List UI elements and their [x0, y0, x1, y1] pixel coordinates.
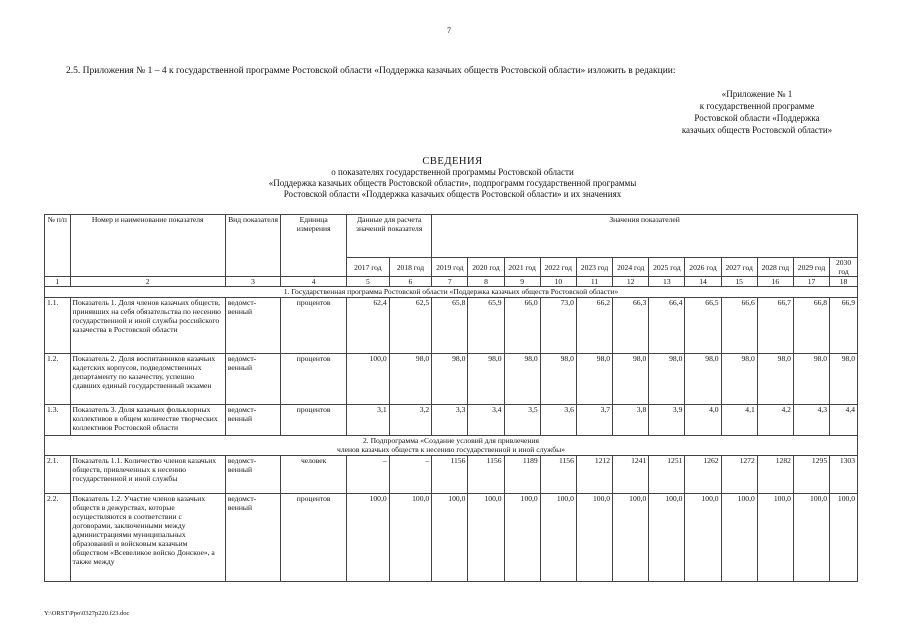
year-header: 2030 год	[830, 258, 858, 277]
column-number: 18	[830, 277, 858, 287]
indicator-value: 3,6	[540, 405, 576, 436]
indicator-value: –	[389, 456, 432, 494]
indicator-value: 100,0	[389, 494, 432, 582]
indicator-unit: процентов	[281, 494, 347, 582]
indicator-value: 66,0	[504, 298, 540, 354]
column-number: 6	[389, 277, 432, 287]
indicator-value: 66,9	[830, 298, 858, 354]
indicator-value: 98,0	[793, 354, 829, 405]
indicator-kind: ведомст-венный	[225, 494, 280, 582]
indicator-name: Показатель 1. Доля членов казачьих обществ, принявших на себя обязательства по несению государственной и иной службы российского казачества в Ростовской области	[70, 298, 225, 354]
indicator-value: 4,1	[721, 405, 757, 436]
indicator-name: Показатель 1.1. Количество членов казачьих обществ, привлеченных к несению государственной и иной службы	[70, 456, 225, 494]
year-header: 2025 год	[649, 258, 685, 277]
year-header: 2022 год	[540, 258, 576, 277]
section-1-title: 1. Государственная программа Ростовской области «Поддержка казачьих обществ Ростовской области»	[45, 287, 858, 298]
indicator-value: 98,0	[432, 354, 468, 405]
indicator-value: 66,3	[613, 298, 649, 354]
indicator-value: 62,5	[389, 298, 432, 354]
table-row	[45, 354, 858, 405]
indicator-value: 1303	[830, 456, 858, 494]
indicator-value: 3,9	[649, 405, 685, 436]
indicator-name: Показатель 3. Доля казачьих фольклорных коллективов в общем количестве творческих коллективов Ростовской области	[70, 405, 225, 436]
indicator-name: Показатель 1.2. Участие членов казачьих обществ в дежурствах, которые осуществляются в соответствии с договорами, заключенными между администрациями муниципальных образований и войсковым казачьим обществом «Всевеликое войско Донское», а также между	[70, 494, 225, 582]
year-header: 2027 год	[721, 258, 757, 277]
indicator-value: 66,2	[576, 298, 612, 354]
row-number: 2.2.	[45, 494, 71, 582]
indicator-value: 100,0	[649, 494, 685, 582]
row-number: 2.1.	[45, 456, 71, 494]
indicator-kind: ведомст-венный	[225, 298, 280, 354]
indicator-value: 1282	[757, 456, 793, 494]
column-number: 5	[347, 277, 390, 287]
indicator-kind: ведомст-венный	[225, 456, 280, 494]
header-name: Номер и наименование показателя	[70, 215, 225, 277]
file-path: Y:\ORST\Ppo\0327p220.f23.doc	[44, 610, 130, 617]
table-row	[45, 456, 858, 494]
year-header: 2028 год	[757, 258, 793, 277]
indicator-value: 65,9	[468, 298, 504, 354]
indicator-value: 98,0	[504, 354, 540, 405]
row-number: 1.2.	[45, 354, 71, 405]
indicator-value: 98,0	[613, 354, 649, 405]
indicator-value: 100,0	[830, 494, 858, 582]
indicator-value: 100,0	[468, 494, 504, 582]
indicator-value: 100,0	[613, 494, 649, 582]
year-header: 2017 год	[347, 258, 390, 277]
indicator-value: 3,4	[468, 405, 504, 436]
indicator-name: Показатель 2. Доля воспитанников казачьих кадетских корпусов, подведомственных департаменту по казачеству, успешно сдавших единый государственный экзамен	[70, 354, 225, 405]
column-number: 17	[793, 277, 829, 287]
year-header: 2026 год	[685, 258, 721, 277]
section-2-line: членов казачьих обществ к несению государственной и иной службы»	[337, 445, 565, 454]
column-number: 11	[576, 277, 612, 287]
year-header: 2019 год	[432, 258, 468, 277]
indicator-value: 1156	[432, 456, 468, 494]
indicator-kind: ведомст-венный	[225, 405, 280, 436]
year-header: 2029 год	[793, 258, 829, 277]
indicator-value: 3,5	[504, 405, 540, 436]
header-base: Данные для расчета значений показателя	[347, 215, 432, 258]
column-number: 15	[721, 277, 757, 287]
indicator-value: 73,0	[540, 298, 576, 354]
indicator-value: 98,0	[685, 354, 721, 405]
heading-line: Ростовской области «Поддержка казачьих обществ Ростовской области» и их значениях	[283, 189, 622, 199]
indicator-value: 98,0	[389, 354, 432, 405]
indicator-value: 98,0	[576, 354, 612, 405]
column-number: 14	[685, 277, 721, 287]
column-number: 8	[468, 277, 504, 287]
appendix-line: казачьих обществ Ростовской области»	[681, 125, 833, 135]
indicator-value: 100,0	[576, 494, 612, 582]
indicator-value: 100,0	[432, 494, 468, 582]
column-number: 10	[540, 277, 576, 287]
indicator-value: 1241	[613, 456, 649, 494]
heading-title: СВЕДЕНИЯ	[422, 156, 483, 167]
indicator-value: 1295	[793, 456, 829, 494]
indicator-value: 4,2	[757, 405, 793, 436]
indicator-value: 98,0	[721, 354, 757, 405]
indicator-unit: процентов	[281, 298, 347, 354]
indicator-value: 1262	[685, 456, 721, 494]
indicator-value: 1251	[649, 456, 685, 494]
column-number: 3	[225, 277, 280, 287]
year-header: 2020 год	[468, 258, 504, 277]
column-number: 13	[649, 277, 685, 287]
indicator-value: 4,0	[685, 405, 721, 436]
heading-line: о показателях государственной программы Ростовской области	[331, 167, 574, 177]
document-heading	[0, 156, 905, 200]
header-values: Значения показателей	[432, 215, 858, 258]
table-row	[45, 298, 858, 354]
row-number: 1.1.	[45, 298, 71, 354]
year-header: 2023 год	[576, 258, 612, 277]
header-num: № п/п	[45, 215, 71, 277]
indicator-value: 100,0	[540, 494, 576, 582]
indicator-value: 100,0	[347, 494, 390, 582]
appendix-block	[657, 88, 857, 136]
indicator-value: 100,0	[504, 494, 540, 582]
indicator-value: 98,0	[830, 354, 858, 405]
indicator-value: 4,3	[793, 405, 829, 436]
indicator-value: 98,0	[540, 354, 576, 405]
indicator-value: 98,0	[649, 354, 685, 405]
indicator-kind: ведомст-венный	[225, 354, 280, 405]
indicator-value: 100,0	[721, 494, 757, 582]
header-kind: Вид показателя	[225, 215, 280, 277]
column-number: 12	[613, 277, 649, 287]
indicator-value: 1272	[721, 456, 757, 494]
section-2-line: 2. Подпрограмма «Создание условий для привлечения	[362, 436, 540, 445]
year-header: 2018 год	[389, 258, 432, 277]
indicator-value: 1156	[468, 456, 504, 494]
indicator-value: 98,0	[468, 354, 504, 405]
indicators-table	[44, 214, 858, 582]
intro-paragraph: 2.5. Приложения № 1 – 4 к государственной программе Ростовской области «Поддержка казачьих обществ Ростовской области» изложить в редакции:	[66, 66, 676, 76]
page-number: 7	[447, 26, 451, 35]
indicator-value: 65,8	[432, 298, 468, 354]
column-number: 7	[432, 277, 468, 287]
indicator-unit: процентов	[281, 405, 347, 436]
indicator-unit: человек	[281, 456, 347, 494]
indicator-value: 3,7	[576, 405, 612, 436]
indicator-value: 3,3	[432, 405, 468, 436]
year-header: 2024 год	[613, 258, 649, 277]
indicator-value: 100,0	[757, 494, 793, 582]
indicator-value: 3,8	[613, 405, 649, 436]
indicator-value: 66,8	[793, 298, 829, 354]
appendix-line: Ростовской области «Поддержка	[694, 113, 820, 123]
indicator-value: 4,4	[830, 405, 858, 436]
indicator-value: 66,4	[649, 298, 685, 354]
year-header: 2021 год	[504, 258, 540, 277]
indicator-value: 62,4	[347, 298, 390, 354]
heading-line: «Поддержка казачьих обществ Ростовской области», подпрограмм государственной программы	[268, 178, 637, 188]
indicator-value: 100,0	[347, 354, 390, 405]
indicator-value: 98,0	[757, 354, 793, 405]
column-number: 1	[45, 277, 71, 287]
indicator-value: 100,0	[793, 494, 829, 582]
appendix-line: «Приложение № 1	[721, 89, 793, 99]
row-number: 1.3.	[45, 405, 71, 436]
indicator-value: –	[347, 456, 390, 494]
indicator-value: 66,5	[685, 298, 721, 354]
column-number: 4	[281, 277, 347, 287]
indicator-value: 3,1	[347, 405, 390, 436]
column-number: 16	[757, 277, 793, 287]
indicator-value: 66,6	[721, 298, 757, 354]
indicator-unit: процентов	[281, 354, 347, 405]
indicator-value: 3,2	[389, 405, 432, 436]
indicator-value: 1156	[540, 456, 576, 494]
appendix-line: к государственной программе	[699, 101, 815, 111]
indicator-value: 1212	[576, 456, 612, 494]
indicator-value: 66,7	[757, 298, 793, 354]
table-row	[45, 494, 858, 582]
table-row	[45, 405, 858, 436]
column-number: 9	[504, 277, 540, 287]
section-2-title	[45, 436, 858, 456]
column-number: 2	[70, 277, 225, 287]
indicator-value: 1189	[504, 456, 540, 494]
header-unit: Единица измерения	[281, 215, 347, 277]
indicator-value: 100,0	[685, 494, 721, 582]
